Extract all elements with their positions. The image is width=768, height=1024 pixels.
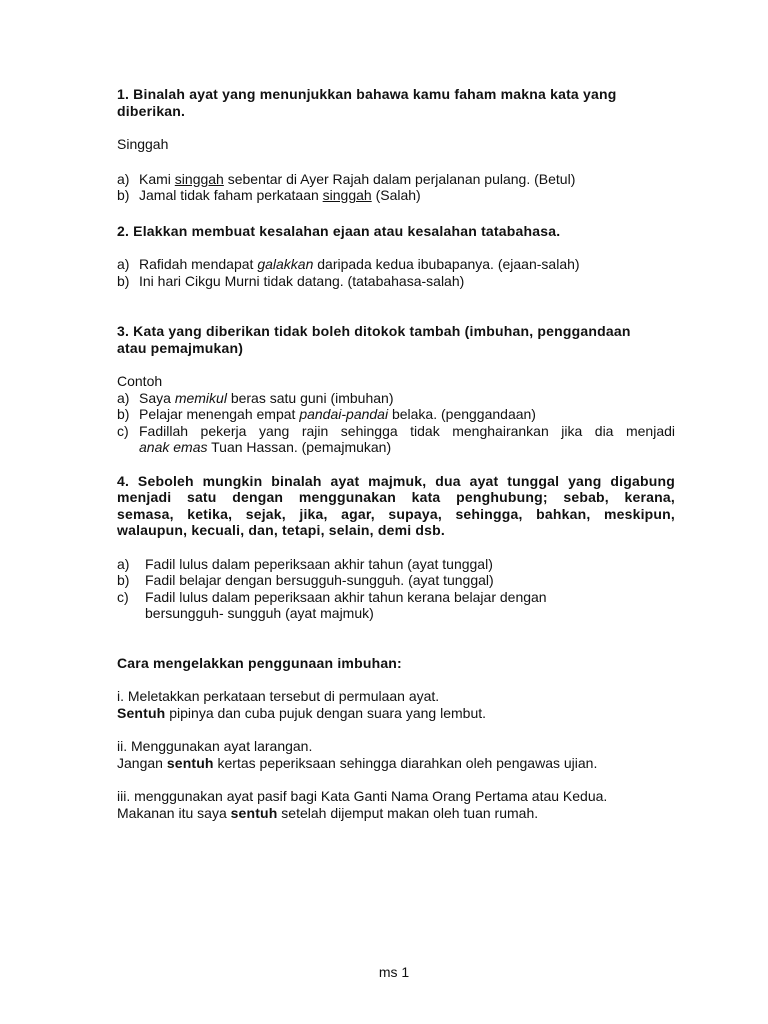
page-number: ms 1 xyxy=(378,964,410,980)
section-3-heading: 3. Kata yang diberikan tidak boleh ditokok tambah (imbuhan, penggandaan atau pemajmukan) xyxy=(117,323,631,356)
cara-ii-example: Jangan sentuh kertas peperiksaan sehingga diarahkan oleh pengawas ujian. xyxy=(117,754,598,771)
cara-iii-example: Makanan itu saya sentuh setelah dijemput makan oleh tuan rumah. xyxy=(117,804,539,821)
cara-section xyxy=(117,655,675,822)
cara-i-line: i. Meletakkan perkataan tersebut di permulaan ayat. xyxy=(117,688,440,704)
section-4 xyxy=(117,473,675,622)
section-2-item-b: b) Ini hari Cikgu Murni tidak datang. (tatabahasa-salah) xyxy=(117,272,465,289)
cara-ii-line: ii. Menggunakan ayat larangan. xyxy=(117,738,313,754)
cara-i-example: Sentuh pipinya dan cuba pujuk dengan suara yang lembut. xyxy=(117,704,487,721)
section-2 xyxy=(117,223,675,290)
section-4-item-b: b) Fadil belajar dengan bersugguh-sungguh. (ayat tunggal) xyxy=(117,572,494,588)
section-1-heading: 1. Binalah ayat yang menunjukkan bahawa kamu faham makna kata yang diberikan. xyxy=(117,86,617,119)
section-3-contoh: Contoh xyxy=(117,373,163,389)
section-1-item-a: a) Kami singgah sebentar di Ayer Rajah dalam perjalanan pulang. (Betul) xyxy=(117,170,576,187)
section-4-item-a: a) Fadil lulus dalam peperiksaan akhir tahun (ayat tunggal) xyxy=(117,555,493,572)
section-1-item-b: b) Jamal tidak faham perkataan singgah (Salah) xyxy=(117,187,421,203)
section-2-item-a: a) Rafidah mendapat galakkan daripada kedua ibubapanya. (ejaan-salah) xyxy=(117,256,580,272)
section-4-heading: 4. Seboleh mungkin binalah ayat majmuk, dua ayat tunggal yang digabung menjadi satu dengan menggunakan kata penghubung; sebab, kerana, semasa, ketika, sejak, jika, agar, supaya, sehingga, bahkan, meskipun, walaupun, kecuali, dan, tetapi, selain, demi dsb. xyxy=(117,472,675,538)
section-3 xyxy=(117,323,675,456)
section-3-item-c: c) Fadillah pekerja yang rajin sehingga tidak menghairankan jika dia menjadi anak emas Tuan Hassan. (pemajmukan) xyxy=(117,422,675,455)
document-content xyxy=(117,86,675,821)
section-1-word: Singgah xyxy=(117,136,169,152)
cara-iii-line: iii. menggunakan ayat pasif bagi Kata Ganti Nama Orang Pertama atau Kedua. xyxy=(117,788,608,804)
section-3-item-a: a) Saya memikul beras satu guni (imbuhan) xyxy=(117,389,394,406)
section-4-item-c: c) Fadil lulus dalam peperiksaan akhir tahun kerana belajar dengan bersungguh- sungguh (ayat majmuk) xyxy=(117,588,547,621)
section-3-item-b: b) Pelajar menengah empat pandai-pandai belaka. (penggandaan) xyxy=(117,406,536,422)
cara-heading: Cara mengelakkan penggunaan imbuhan: xyxy=(117,654,402,671)
section-2-heading: 2. Elakkan membuat kesalahan ejaan atau kesalahan tatabahasa. xyxy=(117,222,561,239)
section-1 xyxy=(117,86,675,204)
